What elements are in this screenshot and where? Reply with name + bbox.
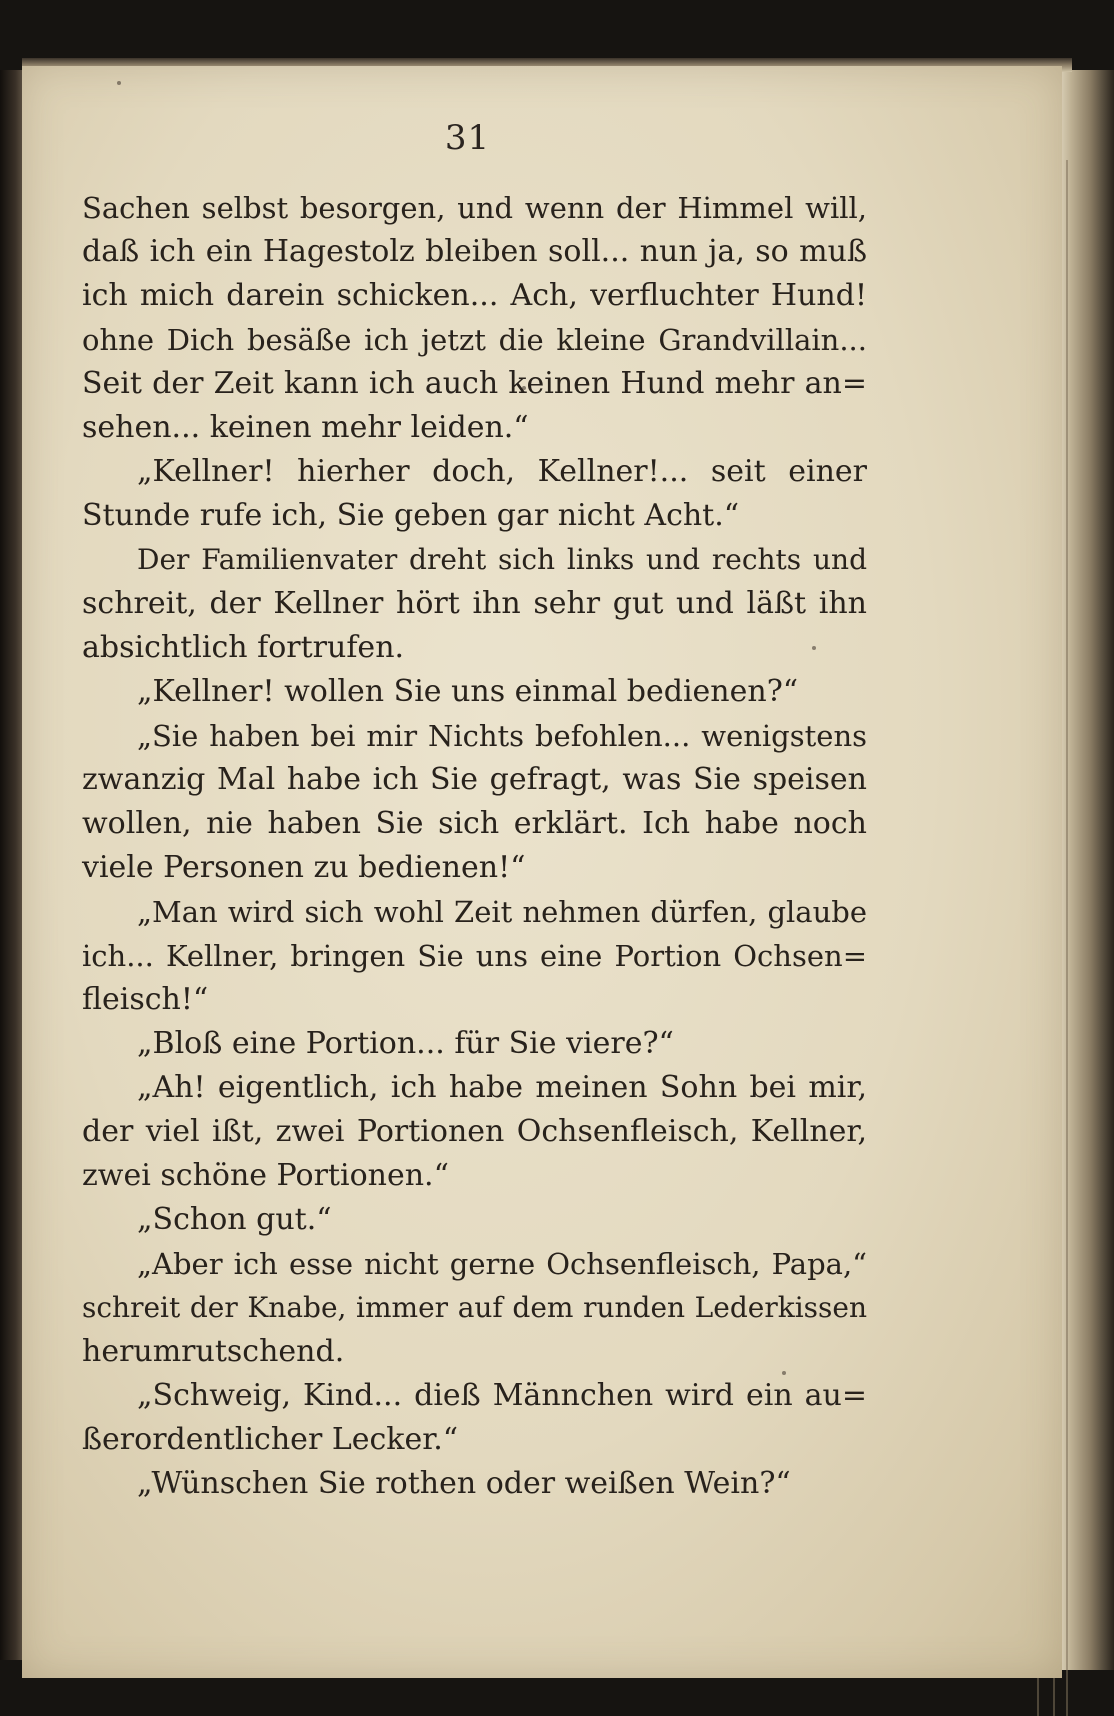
text-line: ich... Kellner, bringen Sie uns eine Portion Ochsen= bbox=[82, 939, 867, 973]
text-line: absichtlich fortrufen. bbox=[82, 630, 405, 665]
text-line: Sachen selbst besorgen, und wenn der Himmel will, bbox=[82, 191, 867, 225]
page-edge-line bbox=[1066, 160, 1068, 1716]
text-line: daß ich ein Hagestolz bleiben soll... nun ja, so muß bbox=[82, 234, 867, 269]
text-line: wollen, nie haben Sie sich erklärt. Ich habe noch bbox=[82, 806, 867, 841]
text-line: der viel ißt, zwei Portionen Ochsenfleisch, Kellner, bbox=[82, 1114, 867, 1149]
text-line: ich mich darein schicken... Ach, verfluchter Hund! bbox=[82, 278, 867, 313]
paper-speck bbox=[117, 81, 121, 85]
text-line: „Schon gut.“ bbox=[137, 1202, 332, 1237]
text-line: „Sie haben bei mir Nichts befohlen... wenigstens bbox=[137, 719, 867, 753]
text-line: zwei schöne Portionen.“ bbox=[82, 1158, 449, 1193]
text-line: „Bloß eine Portion... für Sie viere?“ bbox=[137, 1026, 674, 1061]
text-line: ßerordentlicher Lecker.“ bbox=[82, 1422, 459, 1457]
text-line: „Aber ich esse nicht gerne Ochsenfleisch, Papa,“ bbox=[137, 1247, 867, 1281]
text-line: schreit der Knabe, immer auf dem runden Lederkissen bbox=[82, 1291, 867, 1324]
text-line: Seit der Zeit kann ich auch keinen Hund mehr an= bbox=[82, 366, 867, 401]
text-line: sehen... keinen mehr leiden.“ bbox=[82, 410, 529, 445]
text-line: „Man wird sich wohl Zeit nehmen dürfen, glaube bbox=[137, 895, 867, 929]
text-line: Der Familienvater dreht sich links und rechts und bbox=[137, 543, 867, 576]
text-line: ohne Dich besäße ich jetzt die kleine Grandvillain... bbox=[82, 323, 867, 357]
text-line: zwanzig Mal habe ich Sie gefragt, was Sie speisen bbox=[82, 762, 867, 797]
text-line: schreit, der Kellner hört ihn sehr gut und läßt ihn bbox=[82, 586, 867, 621]
text-line: viele Personen zu bedienen!“ bbox=[82, 850, 526, 885]
text-line: „Ah! eigentlich, ich habe meinen Sohn bei mir, bbox=[137, 1070, 867, 1105]
text-line: Stunde rufe ich, Sie geben gar nicht Acht.“ bbox=[82, 498, 740, 533]
text-line: „Wünschen Sie rothen oder weißen Wein?“ bbox=[137, 1466, 791, 1501]
text-line: fleisch!“ bbox=[82, 982, 209, 1017]
page-number: 31 bbox=[444, 118, 491, 158]
text-line: „Kellner! wollen Sie uns einmal bedienen?“ bbox=[137, 674, 799, 709]
text-line: „Schweig, Kind... dieß Männchen wird ein au= bbox=[137, 1378, 867, 1413]
text-line: „Kellner! hierher doch, Kellner!... seit einer bbox=[137, 454, 867, 489]
body-text bbox=[82, 186, 867, 1506]
text-line: herumrutschend. bbox=[82, 1334, 345, 1369]
